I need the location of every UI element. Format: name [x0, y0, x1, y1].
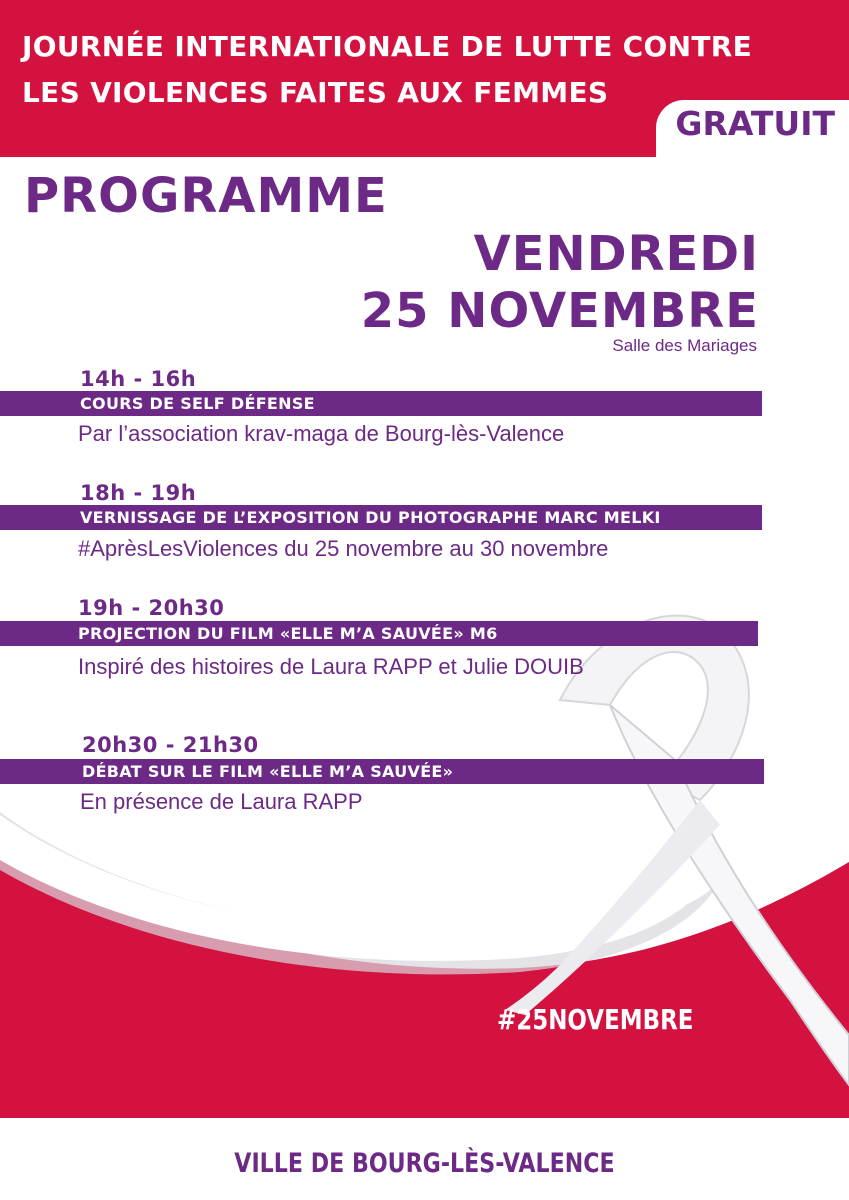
event-2-title: VERNISSAGE DE L’EXPOSITION DU PHOTOGRAPHE MARC MELKI — [80, 508, 661, 527]
event-date: 25 NOVEMBRE — [360, 283, 759, 339]
event-4-time: 20h30 - 21h30 — [82, 733, 259, 757]
event-2-description: #AprèsLesViolences du 25 novembre au 30 novembre — [78, 536, 609, 561]
hashtag: #25NOVEMBRE — [497, 1003, 694, 1036]
event-1-time: 14h - 16h — [80, 367, 197, 391]
event-day: VENDREDI — [473, 226, 759, 282]
event-3-title: PROJECTION DU FILM «ELLE M’A SAUVÉE» M6 — [78, 624, 498, 643]
header-title-line-2: LES VIOLENCES FAITES AUX FEMMES — [22, 76, 609, 109]
event-3-description: Inspiré des histoires de Laura RAPP et Julie DOUIB — [78, 654, 584, 679]
event-1-description: Par l’association krav-maga de Bourg-lès-Valence — [78, 421, 565, 446]
footer-city-name: VILLE DE BOURG-LÈS-VALENCE — [234, 1148, 615, 1179]
event-3-time: 19h - 20h30 — [78, 596, 225, 620]
programme-heading: PROGRAMME — [24, 168, 388, 224]
event-venue: Salle des Mariages — [612, 336, 757, 355]
event-4-title: DÉBAT SUR LE FILM «ELLE M’A SAUVÉE» — [82, 762, 454, 781]
event-2-time: 18h - 19h — [80, 481, 197, 505]
event-1-title: COURS DE SELF DÉFENSE — [80, 394, 315, 413]
event-4-description: En présence de Laura RAPP — [80, 789, 363, 814]
free-badge: GRATUIT — [675, 104, 835, 143]
header-title-line-1: JOURNÉE INTERNATIONALE DE LUTTE CONTRE — [22, 30, 753, 63]
